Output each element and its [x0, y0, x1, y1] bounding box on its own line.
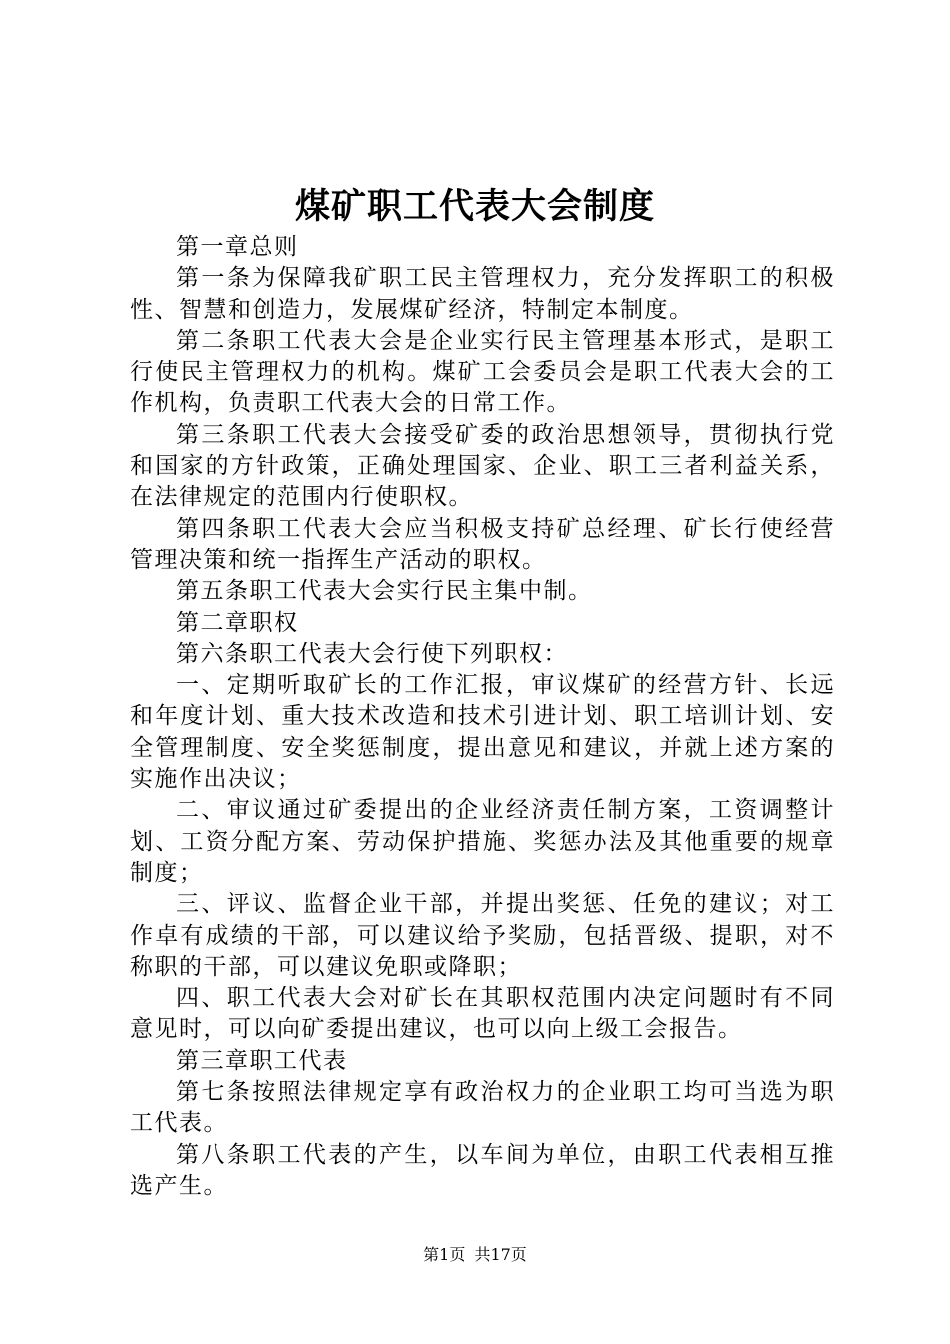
paragraph: 第二条职工代表大会是企业实行民主管理基本形式，是职工行使民主管理权力的机构。煤矿工会委员会是职工代表大会的工作机构，负责职工代表大会的日常工作。	[130, 327, 835, 417]
paragraph: 第七条按照法律规定享有政治权力的企业职工均可当选为职工代表。	[130, 1079, 835, 1137]
paragraph: 二、审议通过矿委提出的企业经济责任制方案，工资调整计划、工资分配方案、劳动保护措施、奖惩办法及其他重要的规章制度；	[130, 797, 835, 886]
paragraph: 第八条职工代表的产生，以车间为单位，由职工代表相互推选产生。	[130, 1141, 835, 1199]
document-title: 煤矿职工代表大会制度	[294, 186, 655, 227]
paragraph: 四、职工代表大会对矿长在其职权范围内决定问题时有不同意见时，可以向矿委提出建议，也可以向上级工会报告。	[130, 985, 835, 1043]
page-footer: 第1页 共17页	[423, 1245, 527, 1264]
chapter-heading: 第三章职工代表	[176, 1047, 348, 1074]
chapter-heading: 第二章职权	[176, 609, 299, 636]
paragraph: 第一条为保障我矿职工民主管理权力，充分发挥职工的积极性、智慧和创造力，发展煤矿经济，特制定本制度。	[130, 265, 835, 323]
paragraph: 三、评议、监督企业干部，并提出奖惩、任免的建议；对工作卓有成绩的干部，可以建议给予奖励，包括晋级、提职，对不称职的干部，可以建议免职或降职；	[130, 891, 835, 980]
chapter-heading: 第一章总则	[176, 234, 299, 260]
paragraph: 第五条职工代表大会实行民主集中制。	[176, 578, 593, 605]
paragraph: 一、定期听取矿长的工作汇报，审议煤矿的经营方针、长远和年度计划、重大技术改造和技术引进计划、职工培训计划、安全管理制度、安全奖惩制度，提出意见和建议，并就上述方案的实施作出决议；	[130, 672, 835, 793]
document-body	[130, 232, 835, 1202]
paragraph: 第三条职工代表大会接受矿委的政治思想领导，贯彻执行党和国家的方针政策，正确处理国家、企业、职工三者利益关系，在法律规定的范围内行使职权。	[130, 421, 835, 511]
paragraph: 第六条职工代表大会行使下列职权：	[176, 640, 568, 667]
paragraph: 第四条职工代表大会应当积极支持矿总经理、矿长行使经营管理决策和统一指挥生产活动的职权。	[130, 515, 835, 573]
